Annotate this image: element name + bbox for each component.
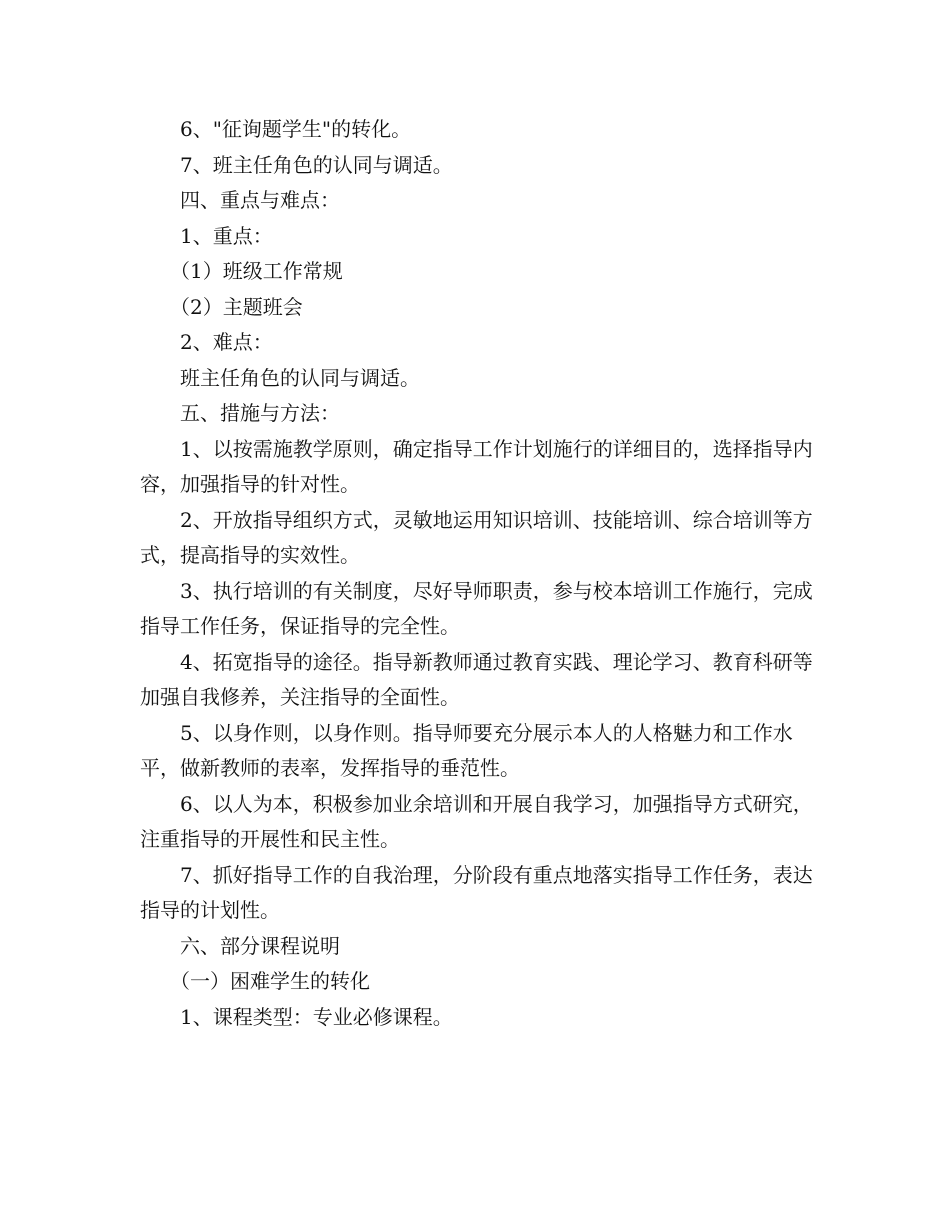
paragraph: 5、以身作则，以身作则。指导师要充分展示本人的人格魅力和工作水平，做新教师的表率，发挥指导的垂范性。 [140,720,793,780]
paragraph: 2、开放指导组织方式，灵敏地运用知识培训、技能培训、综合培训等方式，提高指导的实效性。 [140,507,813,567]
paragraph: 3、执行培训的有关制度，尽好导师职责，参与校本培训工作施行，完成指导工作任务，保证指导的完全性。 [140,578,813,638]
list-item: （2）主题班会 [170,294,303,319]
paragraph: 1、重点： [180,223,273,248]
paragraph: 7、班主任角色的认同与调适。 [180,152,453,177]
subsection-heading: （一）困难学生的转化 [170,969,370,993]
paragraph: 6、"征询题学生"的转化。 [180,117,412,141]
section-heading: 六、部分课程说明 [180,933,340,958]
paragraph: 2、难点： [180,330,273,354]
paragraph: 7、抓好指导工作的自我治理，分阶段有重点地落实指导工作任务，表达指导的计划性。 [140,862,813,922]
paragraph: 1、以按需施教学原则，确定指导工作计划施行的详细目的，选择指导内容，加强指导的针对性。 [140,436,813,496]
document-body [140,112,830,1035]
paragraph: 班主任角色的认同与调适。 [180,365,420,390]
section-heading: 五、措施与方法： [180,401,340,425]
section-heading: 四、重点与难点： [180,188,340,212]
paragraph: 1、课程类型：专业必修课程。 [180,1004,453,1029]
list-item: （1）班级工作常规 [170,259,343,283]
paragraph: 4、拓宽指导的途径。指导新教师通过教育实践、理论学习、教育科研等加强自我修养，关注指导的全面性。 [140,649,813,709]
paragraph: 6、以人为本，积极参加业余培训和开展自我学习，加强指导方式研究，注重指导的开展性和民主性。 [140,791,813,851]
